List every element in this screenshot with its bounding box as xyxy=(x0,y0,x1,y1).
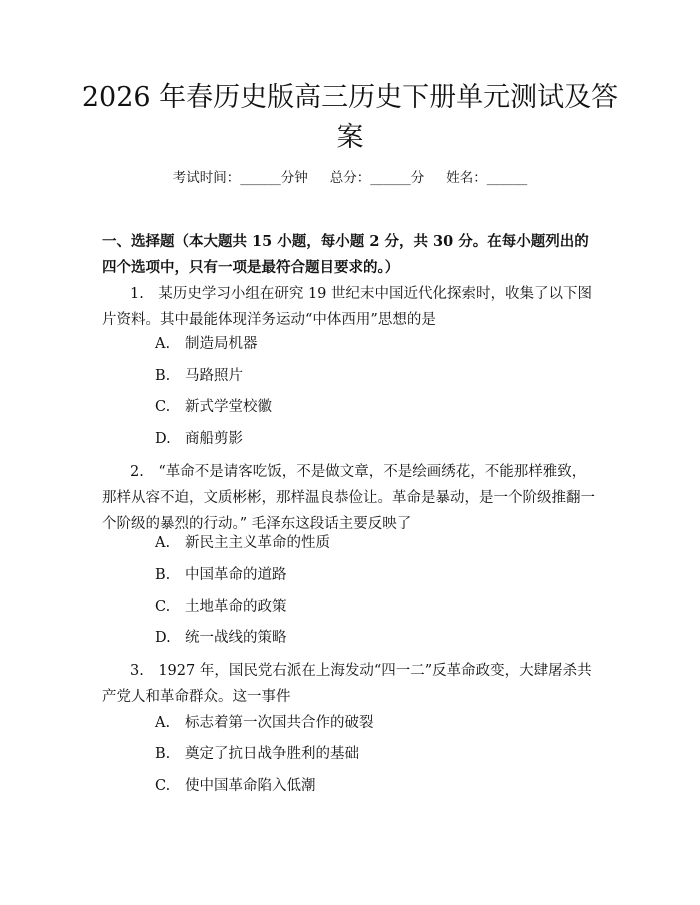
exam-info xyxy=(0,168,700,188)
question-1-option-d xyxy=(155,429,243,449)
option-label: A. xyxy=(155,535,171,551)
option-text: 马路照片 xyxy=(185,368,243,384)
question-1-text: 1. 某历史学习小组在研究 19 世纪末中国近代化探索时，收集了以下图片资料。其中最能体现洋务运动“中体西用”思想的是 xyxy=(102,286,593,328)
option-text: 中国革命的道路 xyxy=(185,567,287,583)
question-1-option-c xyxy=(155,397,272,417)
exam-time-label: 考试时间：______分钟 xyxy=(172,170,308,186)
option-text: 新式学堂校徽 xyxy=(185,399,272,415)
question-1-option-b xyxy=(155,366,243,386)
option-label: D. xyxy=(155,431,171,447)
option-label: D. xyxy=(155,630,171,646)
question-2-text: 2. “革命不是请客吃饭，不是做文章，不是绘画绣花，不能那样雅致，那样从容不迫，文质彬彬，那样温良恭俭让。革命是暴动，是一个阶级推翻一个阶级的暴烈的行动。” 毛泽东这段话主要反映了 xyxy=(102,464,595,532)
question-2-option-a xyxy=(155,533,330,553)
question-3-option-b xyxy=(155,744,359,764)
question-3-option-a xyxy=(155,713,374,733)
option-label: B. xyxy=(155,567,171,583)
option-label: B. xyxy=(155,368,171,384)
option-label: B. xyxy=(155,746,171,762)
question-3-option-c xyxy=(155,776,316,796)
total-score-label: 总分：______分 xyxy=(329,170,425,186)
question-2-option-d xyxy=(155,628,287,648)
section-heading: 一、选择题（本大题共 15 小题，每小题 2 分，共 30 分。在每小题列出的四个选项中，只有一项是最符合题目要求的。） xyxy=(102,233,589,276)
option-label: C. xyxy=(155,599,171,615)
question-2-option-b xyxy=(155,565,287,585)
question-2-option-c xyxy=(155,597,287,617)
option-text: 制造局机器 xyxy=(185,336,258,352)
option-text: 新民主主义革命的性质 xyxy=(185,535,330,551)
option-label: A. xyxy=(155,715,171,731)
option-text: 使中国革命陷入低潮 xyxy=(185,778,316,794)
option-text: 标志着第一次国共合作的破裂 xyxy=(185,715,374,731)
option-text: 奠定了抗日战争胜利的基础 xyxy=(185,746,359,762)
question-1-option-a xyxy=(155,334,258,354)
option-label: C. xyxy=(155,399,171,415)
option-text: 土地革命的政策 xyxy=(185,599,287,615)
question-3-text: 3. 1927 年，国民党右派在上海发动“四一二”反革命政变，大肆屠杀共产党人和革命群众。这一事件 xyxy=(102,663,592,705)
option-label: A. xyxy=(155,336,171,352)
option-text: 统一战线的策略 xyxy=(185,630,287,646)
student-name-label: 姓名：______ xyxy=(446,170,528,186)
option-text: 商船剪影 xyxy=(185,431,243,447)
option-label: C. xyxy=(155,778,171,794)
document-title: 2026 年春历史版高三历史下册单元测试及答案 xyxy=(81,82,619,153)
